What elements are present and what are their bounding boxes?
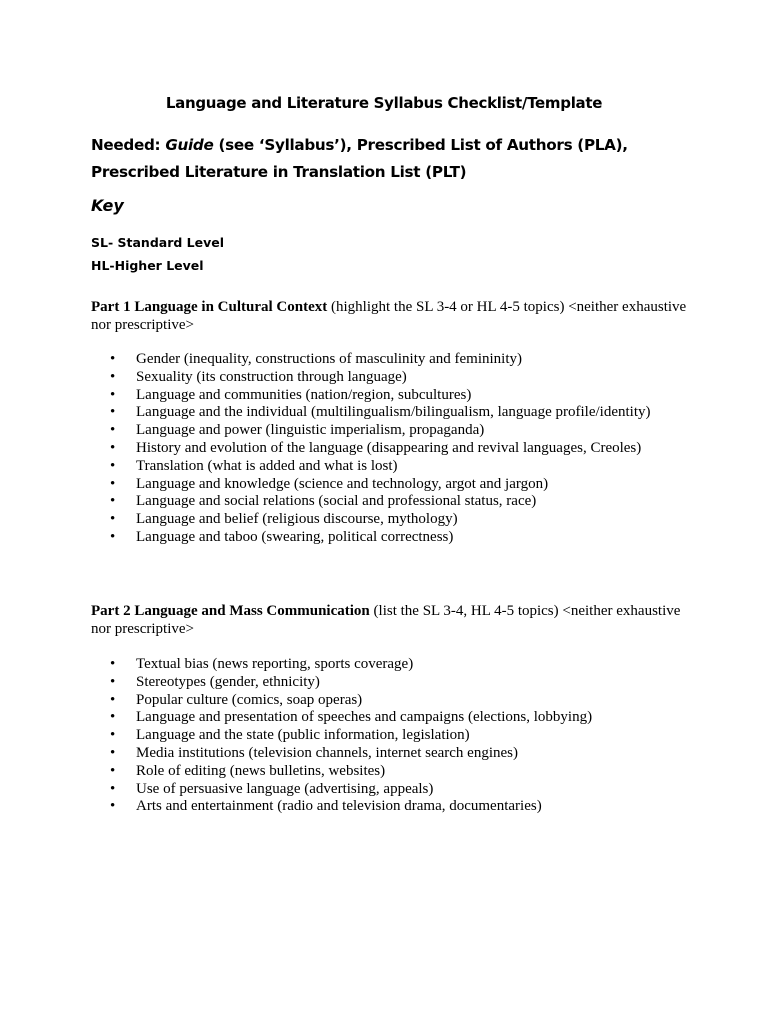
bullet-icon: •	[110, 386, 116, 403]
bullet-icon: •	[110, 351, 116, 367]
bullet-icon: •	[110, 475, 116, 492]
part2-topic-text: Use of persuasive language (advertising, appeals)	[136, 780, 434, 797]
part2-topic-item	[110, 709, 592, 727]
part2-topic-text: Arts and entertainment (radio and television drama, documentaries)	[136, 798, 542, 815]
part1-topic-item	[110, 476, 650, 494]
part2-topic-text: Language and presentation of speeches and campaigns (elections, lobbying)	[136, 709, 593, 726]
part1-topic-item	[110, 440, 650, 458]
part1-title: Part 1 Language in Cultural Context	[91, 299, 328, 315]
needed-rest: (see ‘Syllabus’), Prescribed List of Authors (PLA), Prescribed Literature in Translation List (PLT)	[91, 136, 628, 181]
bullet-icon: •	[110, 798, 116, 815]
part2-topic-item	[110, 745, 592, 763]
part1-topic-item	[110, 404, 650, 422]
part1-topic-text: Gender (inequality, constructions of masculinity and femininity)	[136, 351, 523, 367]
bullet-icon: •	[110, 439, 116, 456]
part1-intro	[91, 299, 691, 334]
part2-title: Part 2 Language and Mass Communication	[91, 603, 370, 619]
key-heading: Key	[91, 196, 124, 215]
part2-topic-item	[110, 692, 592, 710]
part1-topic-text: Language and social relations (social and professional status, race)	[136, 493, 537, 510]
bullet-icon: •	[110, 727, 116, 744]
part2-topic-item	[110, 798, 592, 816]
part1-topic-text: Language and power (linguistic imperialism, propaganda)	[136, 422, 485, 439]
bullet-icon: •	[110, 422, 116, 439]
part1-topic-item	[110, 351, 650, 369]
part1-topic-text: Language and belief (religious discourse, mythology)	[136, 511, 458, 528]
part2-topic-item	[110, 727, 592, 745]
part2-topic-text: Role of editing (news bulletins, websites)	[136, 762, 386, 779]
bullet-icon: •	[110, 762, 116, 779]
part2-note: (list the SL 3-4, HL 4-5 topics) <neither exhaustive nor prescriptive>	[91, 603, 681, 637]
part2-topic-text: Media institutions (television channels, internet search engines)	[136, 744, 518, 761]
part1-topic-list	[110, 351, 650, 547]
part2-topic-item	[110, 674, 592, 692]
key-sl: SL- Standard Level	[91, 235, 225, 250]
part2-topic-item	[110, 763, 592, 781]
part1-topic-item	[110, 493, 650, 511]
bullet-icon: •	[110, 709, 116, 726]
bullet-icon: •	[110, 744, 116, 761]
bullet-icon: •	[110, 528, 116, 545]
part1-topic-item	[110, 529, 650, 547]
part1-topic-item	[110, 387, 650, 405]
part2-intro	[91, 603, 691, 638]
key-hl: HL-Higher Level	[91, 258, 204, 273]
bullet-icon: •	[110, 404, 116, 421]
part2-topic-text: Language and the state (public information, legislation)	[136, 727, 470, 744]
part1-topic-item	[110, 458, 650, 476]
part2-topic-text: Popular culture (comics, soap operas)	[136, 691, 363, 708]
bullet-icon: •	[110, 780, 116, 797]
part2-topic-list	[110, 656, 592, 816]
part1-note: (highlight the SL 3-4 or HL 4-5 topics) <neither exhaustive nor prescriptive>	[91, 299, 687, 333]
part1-topic-text: Language and taboo (swearing, political correctness)	[136, 528, 454, 545]
part1-topic-text: Language and the individual (multilingualism/bilingualism, language profile/identity)	[136, 404, 651, 421]
guide-text: Guide	[165, 136, 214, 154]
part1-topic-item	[110, 369, 650, 387]
part1-topic-item	[110, 422, 650, 440]
bullet-icon: •	[110, 691, 116, 708]
bullet-icon: •	[110, 368, 116, 385]
part2-topic-item	[110, 656, 592, 674]
bullet-icon: •	[110, 493, 116, 510]
part2-topic-text: Stereotypes (gender, ethnicity)	[136, 673, 320, 690]
needed-label: Needed:	[91, 136, 161, 154]
part1-topic-text: History and evolution of the language (disappearing and revival languages, Creoles)	[136, 439, 642, 456]
bullet-icon: •	[110, 511, 116, 528]
part1-topic-text: Translation (what is added and what is lost)	[136, 457, 398, 474]
bullet-icon: •	[110, 656, 116, 672]
part1-topic-text: Language and knowledge (science and technology, argot and jargon)	[136, 475, 549, 492]
part2-topic-item	[110, 781, 592, 799]
part1-topic-text: Sexuality (its construction through language)	[136, 368, 407, 385]
bullet-icon: •	[110, 673, 116, 690]
part2-topic-text: Textual bias (news reporting, sports coverage)	[136, 656, 414, 672]
bullet-icon: •	[110, 457, 116, 474]
document-title: Language and Literature Syllabus Checklist/Template	[165, 94, 603, 112]
needed-line	[91, 132, 691, 186]
part1-topic-item	[110, 511, 650, 529]
part1-topic-text: Language and communities (nation/region, subcultures)	[136, 386, 472, 403]
